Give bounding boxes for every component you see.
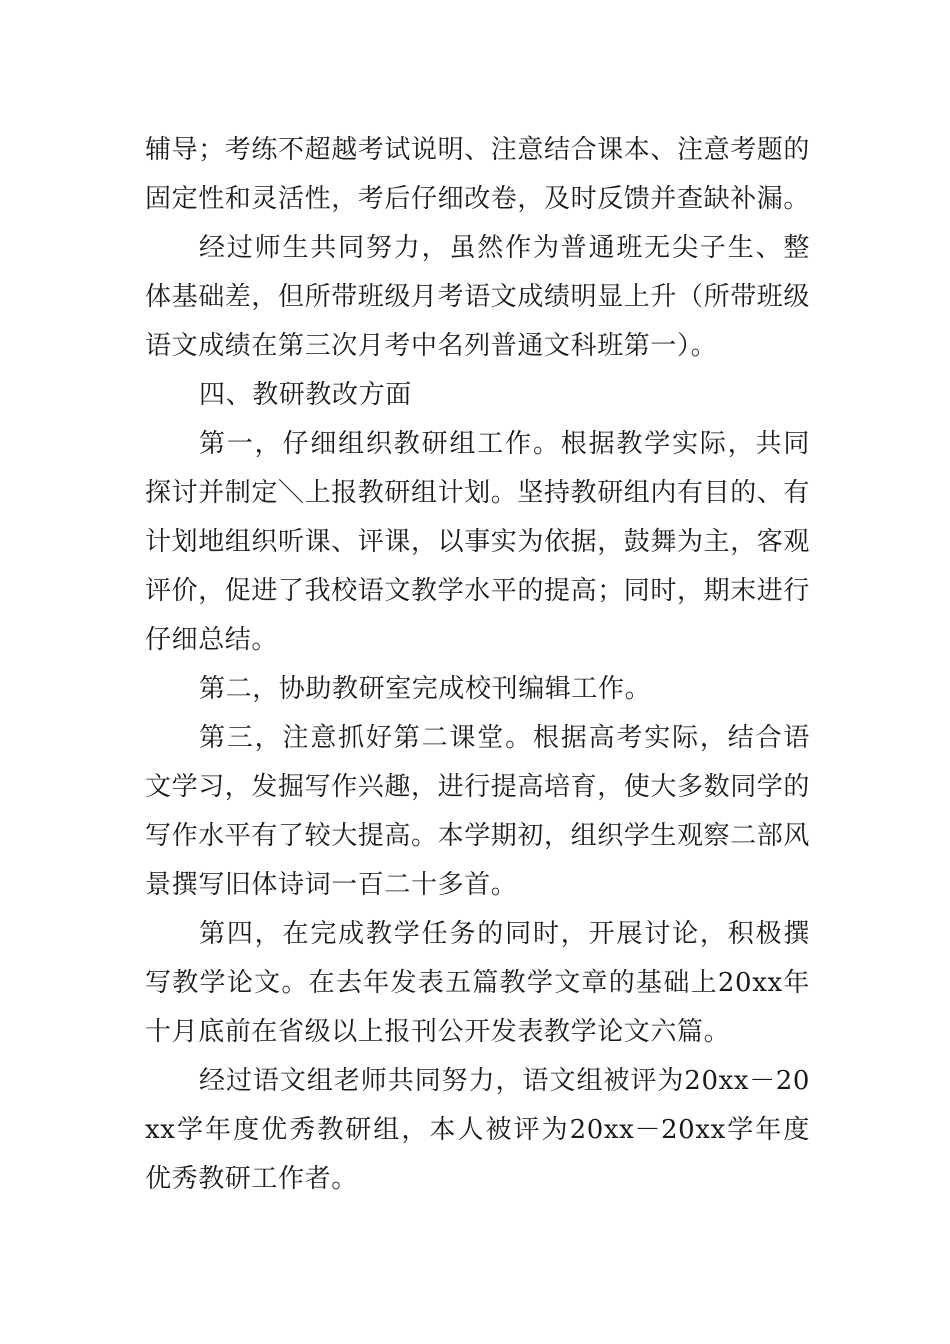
document-body [145,126,810,1204]
section-heading-teaching-research: 四、教研教改方面 [199,380,412,410]
paragraph-third-second-classroom: 第三，注意抓好第二课堂。根据高考实际，结合语文学习，发掘写作兴趣，进行提高培育，使大多数同学的写作水平有了较大提高。本学期初，组织学生观察二部风景撰写旧体诗词一百二十多首。 [145,723,811,900]
paragraph-awards: 经过语文组老师共同努力，语文组被评为20xx－20xx学年度优秀教研组，本人被评为20xx－20xx学年度优秀教研工作者。 [145,1066,810,1194]
paragraph-fourth-papers: 第四，在完成教学任务的同时，开展讨论，积极撰写教学论文。在去年发表五篇教学文章的基础上20xx年十月底前在省级以上报刊公开发表教学论文六篇。 [145,919,810,1047]
paragraph-second-journal-editing: 第二，协助教研室完成校刊编辑工作。 [199,674,652,704]
paragraph-continued-guidance: 辅导；考练不超越考试说明、注意结合课本、注意考题的固定性和灵活性，考后仔细改卷，及时反馈并查缺补漏。 [145,135,811,214]
paragraph-first-research-group: 第一，仔细组织教研组工作。根据教学实际，共同探讨并制定＼上报教研组计划。坚持教研组内有目的、有计划地组织听课、评课，以事实为依据，鼓舞为主，客观评价，促进了我校语文教学水平的提高；同时，期末进行仔细总结。 [145,429,811,655]
paragraph-class-results: 经过师生共同努力，虽然作为普通班无尖子生、整体基础差，但所带班级月考语文成绩明显上升（所带班级语文成绩在第三次月考中名列普通文科班第一）。 [145,233,811,361]
